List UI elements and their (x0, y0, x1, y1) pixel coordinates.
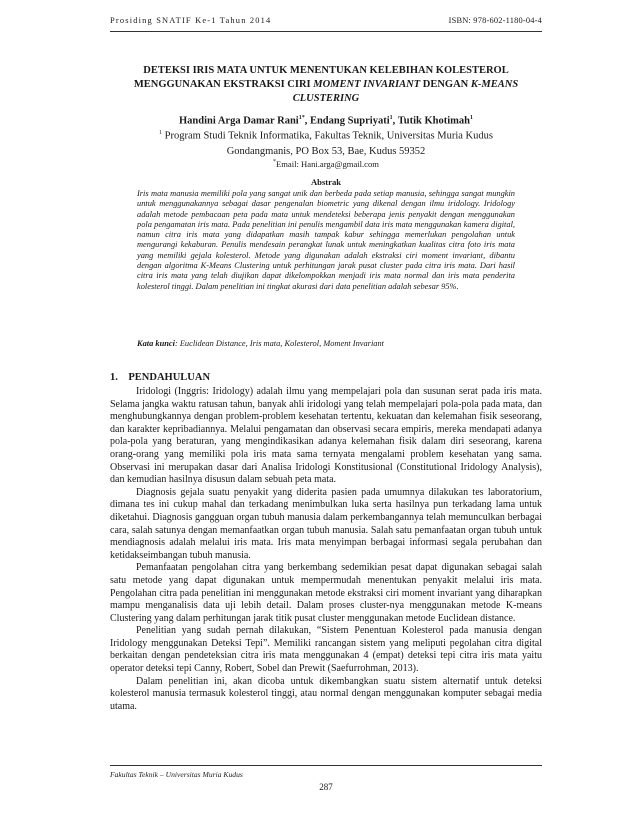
section-heading: 1. PENDAHULUAN (110, 372, 211, 383)
proceedings-name: Prosiding SNATIF Ke-1 Tahun 2014 (110, 16, 272, 25)
paragraph-3: Pemanfaatan pengolahan citra yang berkembang sedemikian pesat dapat digunakan sebagai salah satu metode yang dapat digunakan untuk mempermudah menentukan penyakit melalui iris mata. Pengolahan citra pada penelitian ini menggunakan metode ekstraksi ciri moment invariant yang diharapkan mampu menganalisis data uji lebih detail. Dalam proses cluster-nya menggunakan metode K-means Clustering yang dalam perhitungan jarak titik pusat cluster menggunakan metode Euclidean distance. (110, 562, 542, 624)
title-line-3: CLUSTERING (292, 93, 360, 104)
isbn: ISBN: 978-602-1180-04-4 (448, 16, 542, 25)
title-line-2: MENGGUNAKAN EKSTRAKSI CIRI MOMENT INVARIANT DENGAN K-MEANS (133, 79, 519, 90)
paragraph-4: Penelitian yang sudah pernah dilakukan, “Sistem Penentuan Kolesterol pada manusia dengan Iridology menggunakan Deteksi Tepi”. Memiliki rancangan sistem yang meliputi pegolahan citra digital berkaitan dengan pendeteksian citra iris mata menggunakan 4 (empat) deteksi tepi citra iris mata yaitu operator deteksi tepi Canny, Robert, Sobel dan Prewit (Saefurrohman, 2013). (110, 625, 542, 675)
abstract-heading: Abstrak (310, 177, 342, 187)
footer-rule (110, 765, 542, 766)
title-line-1: DETEKSI IRIS MATA UNTUK MENENTUKAN KELEBIHAN KOLESTEROL (143, 65, 509, 76)
header-rule (110, 31, 542, 32)
affiliation: $^1$ Program Studi Teknik Informatika, Fakultas Teknik, Universitas Muria Kudus Gondangmanis, PO Box 53, Bae, Kudus 59352 (159, 130, 493, 157)
paragraph-5: Dalam penelitian ini, akan dicoba untuk dikembangkan suatu sistem alternatif untuk deteksi kolesterol manusia termasuk kolesterol tinggi, atau normal dengan menggunakan komputer sebagai media utama. (110, 675, 542, 712)
paragraph-1: Iridologi (Inggris: Iridology) adalah ilmu yang mempelajari pola dan susunan serat pada iris mata. Selama jangka waktu ratusan tahun, banyak ahli iridologi yang telah mempelajari pola-pola pada mata, dan menghubungkannya dengan problem-problem kesehatan tertentu, kekuatan dan kelemahan fisik seseorang, dan karakter kepribadiannya. Melalui pengamatan dan observasi secara empiris, mereka mendapati adanya pola-pola yang beraturan, yang mengindikasikan adanya kelemahan fisik dalam diri seseorang, karena orang-orang yang memiliki pola iris mata sama ternyata mengalami problem kesehatan yang sama. Observasi ini merupakan dasar dari Analisa Iridologi Konstitusional (Constitutional Iridology Analysis), dan kemudian hasilnya disusun dalam sebuah peta mata. (110, 386, 542, 486)
keywords: Kata kunci: Euclidean Distance, Iris mata, Kolesterol, Moment Invariant (137, 339, 384, 348)
paragraph-2: Diagnosis gejala suatu penyakit yang diderita pasien pada umumnya dilakukan tes laboratorium, dimana tes ini cukup mahal dan terkadang menimbulkan luka serta hasilnya pun terkadang lama untuk diketahui. Diagnosis gangguan organ tubuh manusia dalam perkembangannya telah memunculkan berbagai cara, salah satunya dengan memanfaatkan organ tubuh manusia. Salah satu pemanfaatan organ tubuh untuk mendiagnosis adalah melalui iris mata. Iris mata menyimpan berbagai informasi segala perubahan dan ketidakseimbangan tubuh manusia. (110, 486, 542, 561)
contact-email: *Email: Hani.arga@gmail.com (273, 158, 379, 169)
body-text (110, 386, 542, 713)
footer-faculty: Fakultas Teknik – Universitas Muria Kudus (110, 770, 243, 779)
page-number: 287 (319, 782, 333, 792)
author-list: Handini Arga Damar Rani$^{1*}$, Endang Supriyati$^1$, Tutik Khotimah$^1$ (179, 115, 473, 127)
paper-title (110, 64, 542, 106)
abstract-text: Iris mata manusia memiliki pola yang sangat unik dan berbeda pada setiap manusia, sehingga sangat mungkin untuk menggunakannya sebagai dasar pengenalan biometric yang dikenal dengan ilmu iridology. Iridology adalah metode pembacaan peta pada mata untuk mendeteksi beberapa jenis penyakit dengan menggunakan pola pengamatan iris mata. Pada penelitian ini penulis mengambil data iris mata menggunakan kamera digital, namun citra iris mata yang didapatkan masih tampak kabur sehingga memerlukan pengolahan untuk mengurangi kekaburan. Penulis mendesain perangkat lunak untuk meningkatkan kualitas citra foto iris mata yang memiliki gejala kolesterol. Metode yang digunakan adalah ekstraksi ciri moment invariant, dibantu dengan algoritma K-Means Clustering untuk perhitungan jarak pusat cluster pada citra iris mata. Dari hasil citra iris mata yang telah diujikan dapat dikelompokkan menjadi iris mata normal dan iris mata penderita kolesterol tinggi. Dalam penelitian ini tingkat akurasi dari data penelitian adalah sebesar 95%. (137, 189, 515, 291)
